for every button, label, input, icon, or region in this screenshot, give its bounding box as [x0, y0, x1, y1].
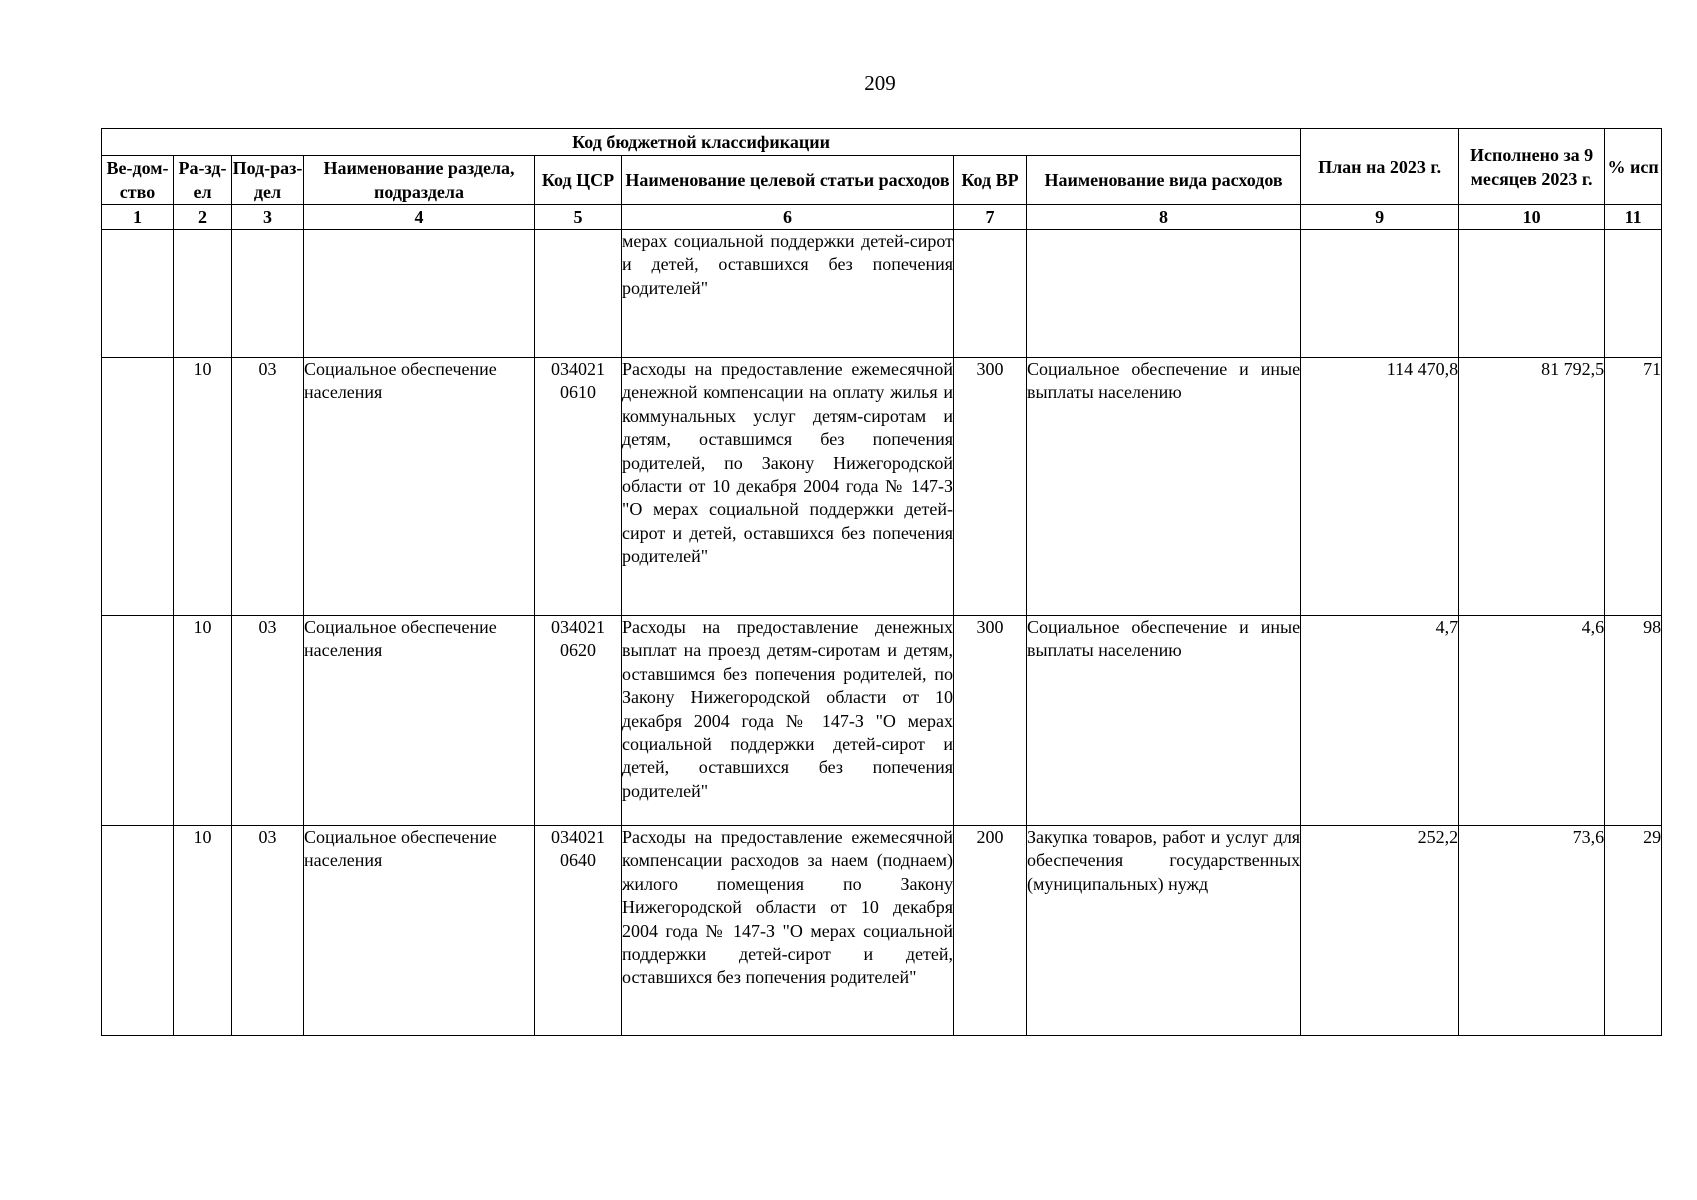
table-row — [102, 358, 1662, 616]
column-number: 10 — [1459, 205, 1605, 230]
cell-csr-code — [535, 616, 622, 826]
cell-statya-name: Расходы на предоставление ежемесячной денежной компенсации на оплату жилья и коммунальных услуг детям-сиротам и детям, оставшимся без попечения родителей, по Закону Нижегородской области от 10 декабря 2004 года № 147-З "О мерах социальной поддержки детей-сирот и детей, оставшихся без попечения родителей" — [622, 358, 954, 616]
cell-razdel: 10 — [174, 358, 232, 616]
cell-vedomstvo — [102, 826, 174, 1036]
column-number: 6 — [622, 205, 954, 230]
column-number: 1 — [102, 205, 174, 230]
csr-code-part: 0610 — [560, 382, 596, 403]
column-number: 7 — [954, 205, 1027, 230]
cell-csr-code — [535, 230, 622, 358]
cell-vr-code: 200 — [954, 826, 1027, 1036]
cell-vid-name — [1027, 230, 1301, 358]
table-row — [102, 826, 1662, 1036]
cell-percent: 71 — [1605, 358, 1662, 616]
cell-vedomstvo — [102, 358, 174, 616]
page-number: 209 — [864, 71, 896, 95]
header-percent: % исп — [1605, 129, 1662, 205]
cell-razdel-name: Социальное обеспечение населения — [304, 616, 535, 826]
table-row — [102, 616, 1662, 826]
column-number: 3 — [232, 205, 304, 230]
header-csr-code: Код ЦСР — [535, 156, 622, 205]
csr-code-part: 034021 — [551, 359, 605, 379]
column-number: 5 — [535, 205, 622, 230]
cell-csr-code — [535, 358, 622, 616]
cell-percent: 98 — [1605, 616, 1662, 826]
cell-statya-name: мерах социальной поддержки детей-сирот и детей, оставшихся без попечения родителей" — [622, 230, 954, 358]
cell-razdel-name: Социальное обеспечение населения — [304, 826, 535, 1036]
csr-code-part: 0640 — [560, 850, 596, 871]
cell-statya-name: Расходы на предоставление ежемесячной компенсации расходов за наем (поднаем) жилого помещения по Закону Нижегородской области от 10 декабря 2004 года № 147-З "О мерах социальной поддержки детей-сирот и детей, оставшихся без попечения родителей" — [622, 826, 954, 1036]
cell-podrazdel: 03 — [232, 616, 304, 826]
cell-statya-name: Расходы на предоставление денежных выплат на проезд детям-сиротам и детям, оставшимся без попечения родителей, по Закону Нижегородской области от 10 декабря 2004 года № 147-З "О мерах социальной поддержки детей-сирот и детей, оставшихся без попечения родителей" — [622, 616, 954, 826]
cell-vedomstvo — [102, 230, 174, 358]
column-number: 2 — [174, 205, 232, 230]
csr-code-part: 034021 — [551, 617, 605, 637]
header-razdel-name: Наименование раздела, подраздела — [304, 156, 535, 205]
cell-plan: 4,7 — [1301, 616, 1459, 826]
cell-plan: 252,2 — [1301, 826, 1459, 1036]
cell-executed: 4,6 — [1459, 616, 1605, 826]
csr-code-part: 0620 — [560, 640, 596, 661]
header-executed: Исполнено за 9 месяцев 2023 г. — [1459, 129, 1605, 205]
header-podrazdel: Под-раз-дел — [232, 156, 304, 205]
cell-razdel: 10 — [174, 826, 232, 1036]
cell-vr-code — [954, 230, 1027, 358]
cell-podrazdel: 03 — [232, 826, 304, 1036]
cell-razdel-name: Социальное обеспечение населения — [304, 358, 535, 616]
cell-razdel-name — [304, 230, 535, 358]
column-number: 11 — [1605, 205, 1662, 230]
cell-vid-name: Социальное обеспечение и иные выплаты населению — [1027, 358, 1301, 616]
budget-execution-table — [101, 128, 1662, 1036]
column-number: 8 — [1027, 205, 1301, 230]
cell-podrazdel — [232, 230, 304, 358]
header-vr-code: Код ВР — [954, 156, 1027, 205]
column-number: 9 — [1301, 205, 1459, 230]
cell-plan: 114 470,8 — [1301, 358, 1459, 616]
header-plan: План на 2023 г. — [1301, 129, 1459, 205]
cell-razdel — [174, 230, 232, 358]
cell-vr-code: 300 — [954, 358, 1027, 616]
budget-classification-group-header: Код бюджетной классификации — [102, 129, 1301, 156]
header-vedomstvo: Ве-дом-ство — [102, 156, 174, 205]
cell-percent: 29 — [1605, 826, 1662, 1036]
cell-executed — [1459, 230, 1605, 358]
header-statya-name: Наименование целевой статьи расходов — [622, 156, 954, 205]
column-number: 4 — [304, 205, 535, 230]
cell-podrazdel: 03 — [232, 358, 304, 616]
cell-csr-code — [535, 826, 622, 1036]
cell-executed: 73,6 — [1459, 826, 1605, 1036]
cell-vr-code: 300 — [954, 616, 1027, 826]
cell-razdel: 10 — [174, 616, 232, 826]
cell-vid-name: Социальное обеспечение и иные выплаты населению — [1027, 616, 1301, 826]
header-vid-name: Наименование вида расходов — [1027, 156, 1301, 205]
cell-executed: 81 792,5 — [1459, 358, 1605, 616]
cell-plan — [1301, 230, 1459, 358]
cell-vedomstvo — [102, 616, 174, 826]
table-row — [102, 230, 1662, 358]
cell-percent — [1605, 230, 1662, 358]
header-razdel: Ра-зд-ел — [174, 156, 232, 205]
csr-code-part: 034021 — [551, 827, 605, 847]
cell-vid-name: Закупка товаров, работ и услуг для обеспечения государственных (муниципальных) нужд — [1027, 826, 1301, 1036]
